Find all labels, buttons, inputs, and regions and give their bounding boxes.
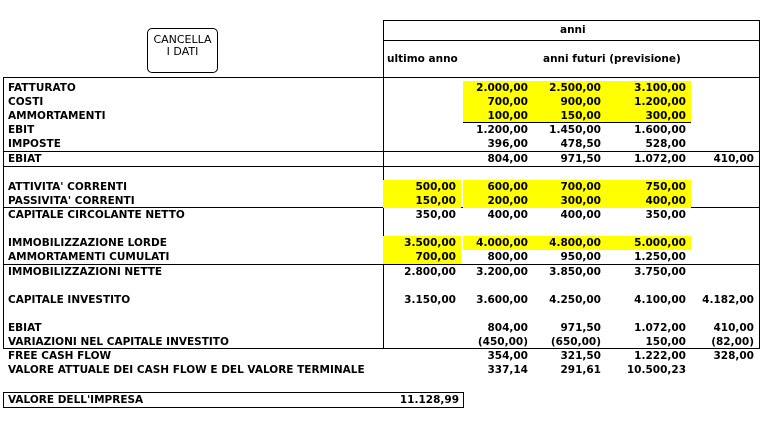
header-anni-futuri: anni futuri (previsione) bbox=[543, 53, 681, 65]
row-label-ebiat-2: EBIAT bbox=[8, 322, 42, 334]
ebiat-y3: 1.072,00 bbox=[634, 153, 686, 165]
cancella-dati-button[interactable] bbox=[147, 28, 218, 73]
header-top-border bbox=[383, 20, 760, 21]
imposte-y2: 478,50 bbox=[560, 138, 601, 150]
table-top-border bbox=[3, 77, 760, 78]
amm-cumulati-y1: 800,00 bbox=[487, 251, 528, 263]
ccn-y1: 400,00 bbox=[487, 209, 528, 221]
row-label-fcf: FREE CASH FLOW bbox=[8, 350, 112, 362]
ammortamenti-y1[interactable]: 100,00 bbox=[463, 109, 533, 123]
passivita-y3[interactable]: 400,00 bbox=[606, 194, 691, 208]
immob-lorde-y3[interactable]: 5.000,00 bbox=[606, 236, 691, 250]
immob-lorde-y2[interactable]: 4.800,00 bbox=[533, 236, 606, 250]
passivita-y1[interactable]: 200,00 bbox=[463, 194, 533, 208]
header-ultimo-anno: ultimo anno bbox=[387, 53, 458, 65]
row-label-ammortamenti: AMMORTAMENTI bbox=[8, 110, 106, 122]
attivita-y3[interactable]: 750,00 bbox=[606, 180, 691, 194]
fcf-terminal: 328,00 bbox=[713, 350, 754, 362]
row-label-valore-attuale: VALORE ATTUALE DEI CASH FLOW E DEL VALORE TERMINALE bbox=[8, 364, 365, 376]
valore-impresa-box bbox=[3, 392, 464, 408]
immob-nette-y1: 3.200,00 bbox=[476, 266, 528, 278]
amm-cumulati-y0[interactable]: 700,00 bbox=[383, 250, 461, 264]
attivita-y2[interactable]: 700,00 bbox=[533, 180, 606, 194]
ccn-y2: 400,00 bbox=[560, 209, 601, 221]
ccn-y3: 350,00 bbox=[645, 209, 686, 221]
immob-nette-y2: 3.850,00 bbox=[549, 266, 601, 278]
ebit-y3: 1.600,00 bbox=[634, 124, 686, 136]
col-divider-right bbox=[759, 20, 760, 348]
ebiat2-y2: 971,50 bbox=[560, 322, 601, 334]
cap-investito-terminal: 4.182,00 bbox=[702, 294, 754, 306]
row-label-imposte: IMPOSTE bbox=[8, 138, 61, 150]
button-line-1: CANCELLA bbox=[153, 33, 212, 46]
attivita-y0[interactable]: 500,00 bbox=[383, 180, 461, 194]
row-label-ebit: EBIT bbox=[8, 124, 35, 136]
immob-nette-y3: 3.750,00 bbox=[634, 266, 686, 278]
costi-y1[interactable]: 700,00 bbox=[463, 95, 533, 109]
ebiat2-y3: 1.072,00 bbox=[634, 322, 686, 334]
fcf-y1: 354,00 bbox=[487, 350, 528, 362]
cap-investito-y3: 4.100,00 bbox=[634, 294, 686, 306]
imposte-y1: 396,00 bbox=[487, 138, 528, 150]
ebiat-y1: 804,00 bbox=[487, 153, 528, 165]
immob-nette-y0: 2.800,00 bbox=[404, 266, 456, 278]
row-label-passivita-correnti: PASSIVITA' CORRENTI bbox=[8, 195, 135, 207]
immob-lorde-y1[interactable]: 4.000,00 bbox=[463, 236, 533, 250]
valore-attuale-y3: 10.500,23 bbox=[626, 364, 686, 376]
ebiat2-terminal: 410,00 bbox=[713, 322, 754, 334]
cap-investito-y0: 3.150,00 bbox=[404, 294, 456, 306]
row-label-variazioni: VARIAZIONI NEL CAPITALE INVESTITO bbox=[8, 336, 229, 348]
attivita-y1[interactable]: 600,00 bbox=[463, 180, 533, 194]
row-label-amm-cumulati: AMMORTAMENTI CUMULATI bbox=[8, 251, 170, 263]
immob-lorde-y0[interactable]: 3.500,00 bbox=[383, 236, 461, 250]
variazioni-terminal: (82,00) bbox=[711, 336, 754, 348]
passivita-y2[interactable]: 300,00 bbox=[533, 194, 606, 208]
row-label-immob-lorde: IMMOBILIZZAZIONE LORDE bbox=[8, 237, 167, 249]
variazioni-y3: 150,00 bbox=[645, 336, 686, 348]
ebiat2-y1: 804,00 bbox=[487, 322, 528, 334]
passivita-y0[interactable]: 150,00 bbox=[383, 194, 461, 208]
amm-cumulati-y2: 950,00 bbox=[560, 251, 601, 263]
costi-y2[interactable]: 900,00 bbox=[533, 95, 606, 109]
row-label-fatturato: FATTURATO bbox=[8, 82, 76, 94]
ammortamenti-y3[interactable]: 300,00 bbox=[606, 109, 691, 123]
valore-attuale-y1: 337,14 bbox=[487, 364, 528, 376]
fcf-y2: 321,50 bbox=[560, 350, 601, 362]
ebit-y2: 1.450,00 bbox=[549, 124, 601, 136]
row-label-costi: COSTI bbox=[8, 96, 44, 108]
imposte-y3: 528,00 bbox=[645, 138, 686, 150]
fcf-y3: 1.222,00 bbox=[634, 350, 686, 362]
amm-cumulati-y3: 1.250,00 bbox=[634, 251, 686, 263]
ebit-y1: 1.200,00 bbox=[476, 124, 528, 136]
variazioni-y1: (450,00) bbox=[477, 336, 528, 348]
variazioni-y2: (650,00) bbox=[550, 336, 601, 348]
valore-attuale-y2: 291,61 bbox=[560, 364, 601, 376]
ebiat-bottom-border bbox=[3, 166, 760, 167]
header-mid-border bbox=[383, 40, 760, 41]
row-label-capitale-investito: CAPITALE INVESTITO bbox=[8, 294, 131, 306]
table-left-border bbox=[3, 77, 4, 348]
cap-investito-y2: 4.250,00 bbox=[549, 294, 601, 306]
row-label-ccn: CAPITALE CIRCOLANTE NETTO bbox=[8, 209, 185, 221]
valore-impresa-label: VALORE DELL'IMPRESA bbox=[8, 394, 144, 406]
fatturato-y1[interactable]: 2.000,00 bbox=[463, 81, 533, 95]
row-label-immob-nette: IMMOBILIZZAZIONI NETTE bbox=[8, 266, 163, 278]
fatturato-y2[interactable]: 2.500,00 bbox=[533, 81, 606, 95]
ebiat-y2: 971,50 bbox=[560, 153, 601, 165]
ammortamenti-y2[interactable]: 150,00 bbox=[533, 109, 606, 123]
ccn-y0: 350,00 bbox=[415, 209, 456, 221]
row-label-ebiat: EBIAT bbox=[8, 153, 42, 165]
row-label-attivita-correnti: ATTIVITA' CORRENTI bbox=[8, 181, 127, 193]
costi-y3[interactable]: 1.200,00 bbox=[606, 95, 691, 109]
cap-investito-y1: 3.600,00 bbox=[476, 294, 528, 306]
valore-impresa-value: 11.128,99 bbox=[399, 394, 459, 406]
header-anni: anni bbox=[560, 24, 586, 36]
ebiat-terminal: 410,00 bbox=[713, 153, 754, 165]
button-line-2: I DATI bbox=[166, 45, 199, 58]
fatturato-y3[interactable]: 3.100,00 bbox=[606, 81, 691, 95]
